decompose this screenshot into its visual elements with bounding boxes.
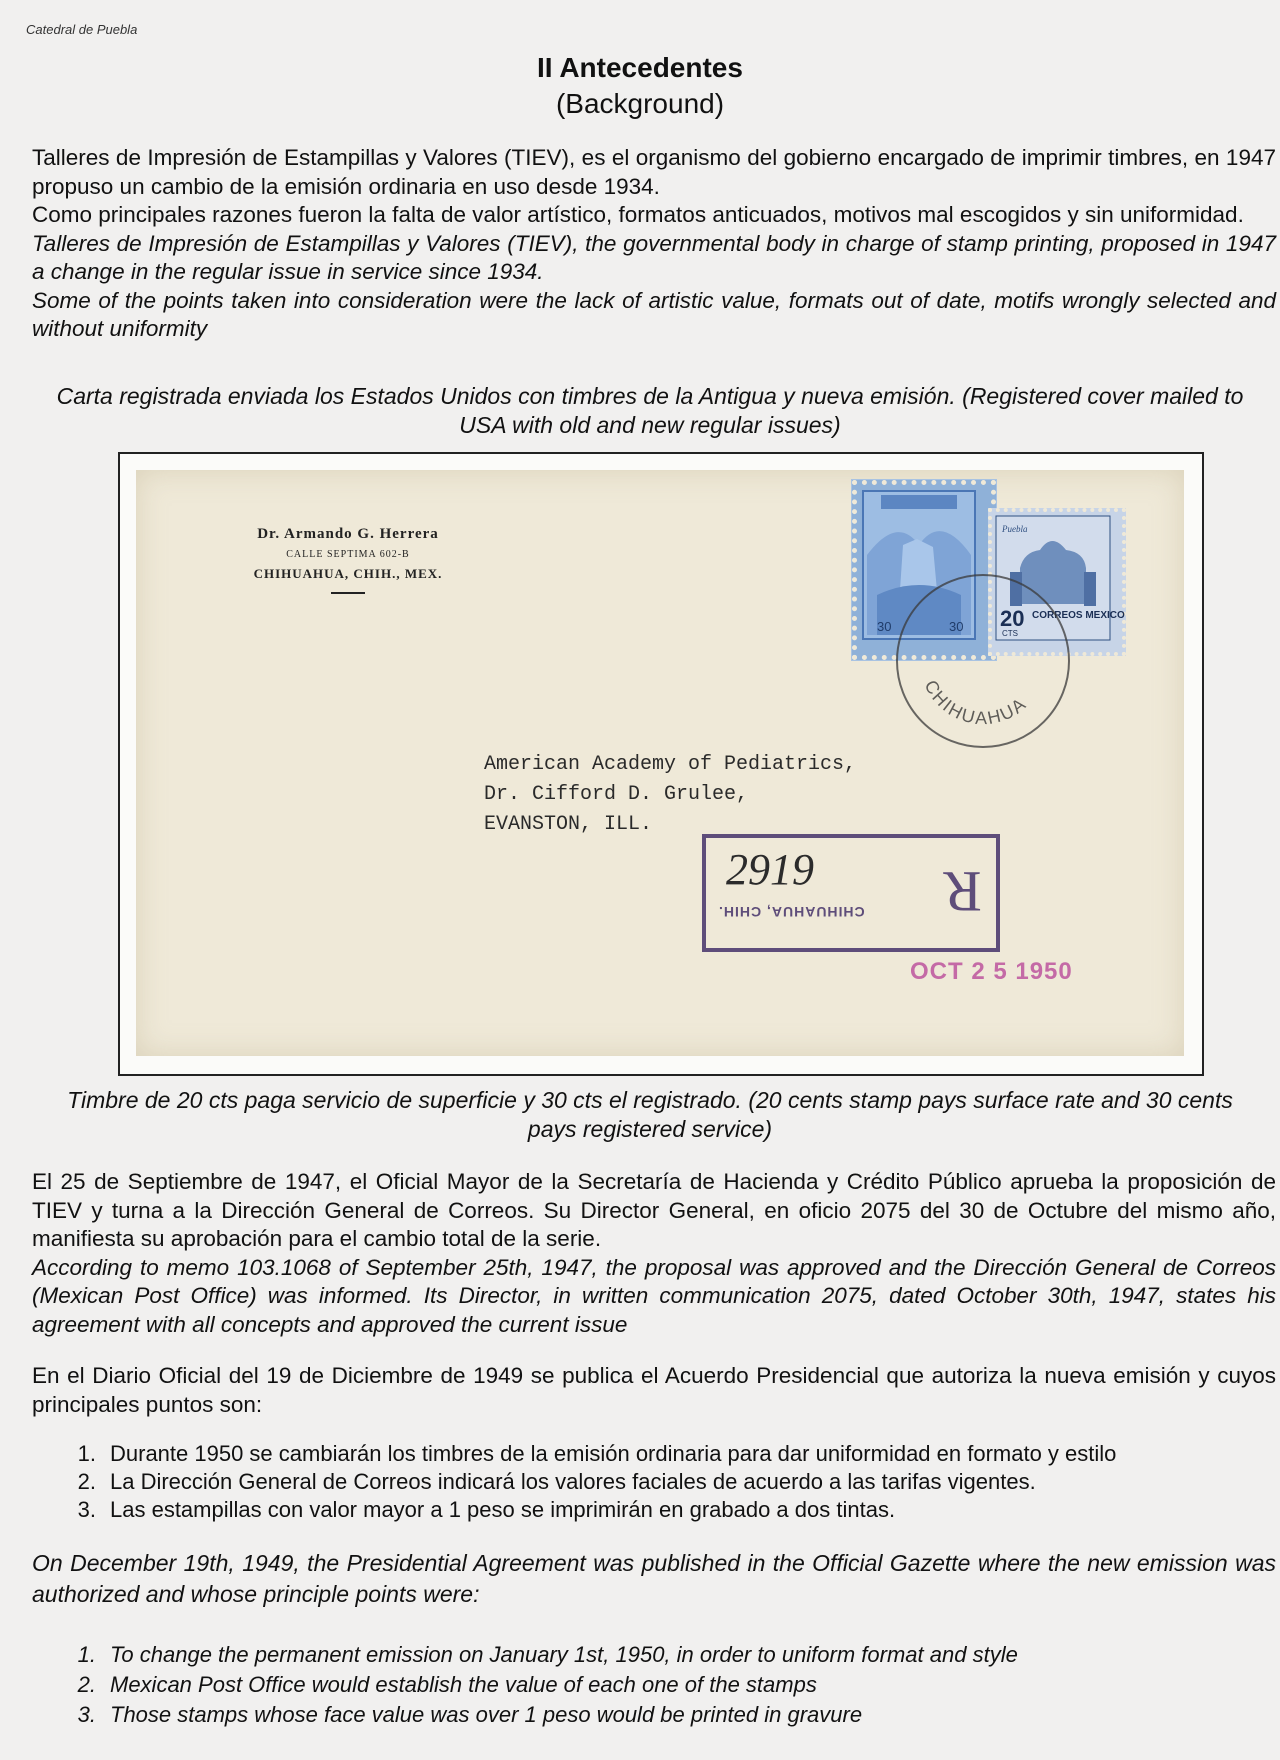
points-es-list [60, 1440, 1260, 1524]
postmark-ring [898, 576, 1068, 746]
decree-es-intro: En el Diario Oficial del 19 de Diciembre de 1949 se publica el Acuerdo Presidencial que autoriza la nueva emisión y cuyos principales puntos son: [32, 1363, 1276, 1417]
recipient-line-3: EVANSTON, ILL. [484, 813, 653, 836]
intro-en-paragraph-2: Some of the points taken into consideration were the lack of artistic value, formats out of date, motifs wrongly selected and without uniformity [32, 287, 1276, 341]
intro-text [32, 144, 1276, 344]
postmark-town: CHIHUAHUA [920, 676, 1031, 729]
sender-divider [331, 592, 365, 594]
stamp-caption: Timbre de 20 cts paga servicio de superficie y 30 cts el registrado. (20 cents stamp pays surface rate and 30 cents pays registered service) [67, 1087, 1233, 1142]
list-item: 1. Durante 1950 se cambiarán los timbres de la emisión ordinaria para dar uniformidad en formato y estilo [77, 1441, 1117, 1466]
points-en-list [60, 1640, 1260, 1730]
recipient-line-1: American Academy of Pediatrics, [484, 753, 857, 776]
list-item: 1. To change the permanent emission on January 1st, 1950, in order to uniform format and style [77, 1642, 1018, 1667]
list-item: 2. Mexican Post Office would establish the value of each one of the stamps [77, 1672, 817, 1697]
envelope [136, 470, 1184, 1056]
recipient-address [484, 750, 856, 840]
intro-en-paragraph-1: Talleres de Impresión de Estampillas y Valores (TIEV), the governmental body in charge of stamp printing, proposed in 1947 a change in the regular issue in service since 1934. [32, 230, 1276, 284]
svg-text:CHIHUAHUA [920, 677, 1030, 728]
stamp1-value-right: 30 [949, 619, 964, 634]
stamp2-value: 20 [1000, 606, 1025, 631]
approval-text [32, 1168, 1276, 1339]
approval-es-paragraph: El 25 de Septiembre de 1947, el Oficial Mayor de la Secretaría de Hacienda y Crédito Público aprueba la proposición de TIEV y turna a la Dirección General de Correos. Su Director General, en oficio 2075 del 30 de Octubre del mismo año, manifiesta su aprobación para el cambio total de la serie. [32, 1169, 1276, 1251]
stamp2-unit: CTS [1002, 629, 1018, 638]
sender-name: Dr. Armando G. Herrera [257, 526, 439, 542]
stamp1-value-left: 30 [877, 619, 892, 634]
registration-number: 2919 [726, 845, 814, 894]
recipient-line-2: Dr. Cifford D. Grulee, [484, 783, 749, 806]
list-item: 3. Las estampillas con valor mayor a 1 peso se imprimirán en grabado a dos tintas. [77, 1497, 896, 1522]
postmark [896, 574, 1070, 748]
intro-es-paragraph-2: Como principales razones fueron la falta de valor artístico, formatos anticuados, motivos mal escogidos y sin uniformidad. [32, 202, 1244, 227]
registration-office: CHIHUAHUA, CHIH. [718, 904, 865, 920]
registration-letter: R [943, 859, 982, 924]
approval-en-paragraph: According to memo 103.1068 of September 25th, 1947, the proposal was approved and the Dirección General de Correos (Mexican Post Office) was informed. Its Director, in written communication 2075, dated October 30th, 1947, states his agreement with all concepts and approved the current issue [32, 1254, 1276, 1337]
registration-label [702, 834, 1000, 952]
page-header-label: Catedral de Puebla [26, 22, 138, 37]
list-item: 2. La Dirección General de Correos indicará los valores faciales de acuerdo a las tarifas vigentes. [77, 1469, 1036, 1494]
arrival-datestamp: OCT 2 5 1950 [910, 958, 1073, 985]
page-title: II Antecedentes [537, 52, 743, 83]
list-item: 3. Those stamps whose face value was over 1 peso would be printed in gravure [77, 1702, 863, 1727]
sender-address [198, 526, 498, 594]
sender-city: CHIHUAHUA, CHIH., MEX. [253, 566, 443, 581]
stamp2-city: Puebla [1002, 524, 1028, 534]
sender-street: CALLE SEPTIMA 602-B [286, 549, 410, 560]
decree-en-intro: On December 19th, 1949, the Presidential Agreement was published in the Official Gazette where the new emission was authorized and whose principle points were: [32, 1550, 1276, 1607]
cover-caption: Carta registrada enviada los Estados Unidos con timbres de la Antigua y nueva emisión. (Registered cover mailed to USA with old and new regular issues) [56, 383, 1244, 438]
page-subtitle: (Background) [555, 88, 725, 119]
intro-es-paragraph-1: Talleres de Impresión de Estampillas y Valores (TIEV), es el organismo del gobierno encargado de imprimir timbres, en 1947 propuso un cambio de la emisión ordinaria en uso desde 1934. [32, 145, 1276, 199]
stamp2-country: CORREOS MEXICO [1032, 610, 1125, 621]
cover-frame [118, 452, 1204, 1076]
